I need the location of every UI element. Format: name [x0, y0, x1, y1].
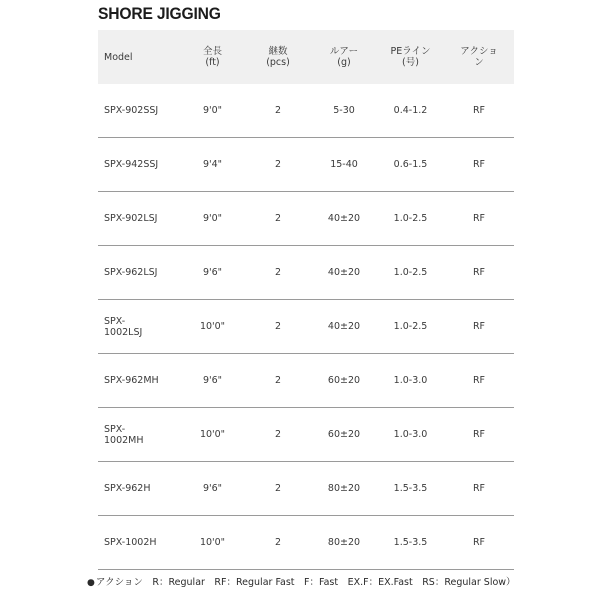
cell-length: 10'0"	[180, 300, 245, 354]
cell-action: RF	[444, 462, 514, 516]
cell-action: RF	[444, 192, 514, 246]
cell-pieces: 2	[245, 354, 311, 408]
cell-model: SPX-962H	[98, 462, 180, 516]
cell-length: 9'6"	[180, 462, 245, 516]
cell-length: 9'0"	[180, 192, 245, 246]
cell-pe-line: 1.5-3.5	[377, 516, 444, 570]
table-row	[98, 516, 514, 570]
cell-action: RF	[444, 516, 514, 570]
cell-pieces: 2	[245, 246, 311, 300]
cell-action: RF	[444, 84, 514, 138]
cell-pieces: 2	[245, 516, 311, 570]
action-legend-note	[87, 574, 516, 588]
cell-length: 10'0"	[180, 408, 245, 462]
cell-pe-line: 1.0-3.0	[377, 354, 444, 408]
cell-model: SPX-902SSJ	[98, 84, 180, 138]
cell-action: RF	[444, 138, 514, 192]
cell-length: 9'6"	[180, 246, 245, 300]
header-pe-line: PEライン (号)	[377, 30, 444, 84]
cell-lure-weight: 60±20	[311, 354, 377, 408]
cell-pieces: 2	[245, 84, 311, 138]
table-row	[98, 300, 514, 354]
table-row	[98, 138, 514, 192]
cell-model: SPX- 1002MH	[98, 408, 180, 462]
cell-pieces: 2	[245, 462, 311, 516]
header-model: Model	[98, 30, 180, 84]
cell-model: SPX-962LSJ	[98, 246, 180, 300]
spec-table	[98, 30, 514, 570]
page-title: SHORE JIGGING	[98, 4, 221, 23]
cell-model: SPX- 1002LSJ	[98, 300, 180, 354]
table-row	[98, 246, 514, 300]
cell-pe-line: 0.6-1.5	[377, 138, 444, 192]
cell-pe-line: 0.4-1.2	[377, 84, 444, 138]
cell-length: 9'4"	[180, 138, 245, 192]
cell-action: RF	[444, 246, 514, 300]
cell-lure-weight: 40±20	[311, 246, 377, 300]
cell-model: SPX-942SSJ	[98, 138, 180, 192]
table-row	[98, 462, 514, 516]
cell-model: SPX-962MH	[98, 354, 180, 408]
cell-lure-weight: 5-30	[311, 84, 377, 138]
table-header-row	[98, 30, 514, 84]
cell-lure-weight: 40±20	[311, 192, 377, 246]
cell-lure-weight: 40±20	[311, 300, 377, 354]
header-action: アクショ ン	[444, 30, 514, 84]
header-length: 全長 (ft)	[180, 30, 245, 84]
cell-pe-line: 1.5-3.5	[377, 462, 444, 516]
cell-action: RF	[444, 300, 514, 354]
cell-action: RF	[444, 408, 514, 462]
cell-pieces: 2	[245, 192, 311, 246]
table-row	[98, 354, 514, 408]
cell-pieces: 2	[245, 408, 311, 462]
table-row	[98, 408, 514, 462]
cell-pe-line: 1.0-2.5	[377, 192, 444, 246]
cell-action: RF	[444, 354, 514, 408]
cell-length: 10'0"	[180, 516, 245, 570]
table-row	[98, 192, 514, 246]
table-row	[98, 84, 514, 138]
cell-pieces: 2	[245, 300, 311, 354]
cell-length: 9'6"	[180, 354, 245, 408]
header-pieces: 継数 (pcs)	[245, 30, 311, 84]
cell-pieces: 2	[245, 138, 311, 192]
cell-lure-weight: 15-40	[311, 138, 377, 192]
cell-lure-weight: 80±20	[311, 462, 377, 516]
action-legend-text: アクション R：Regular RF：Regular Fast F：Fast EX.F：EX.Fast RS：Regular Slow）	[95, 577, 516, 588]
cell-lure-weight: 80±20	[311, 516, 377, 570]
cell-model: SPX-1002H	[98, 516, 180, 570]
cell-model: SPX-902LSJ	[98, 192, 180, 246]
cell-pe-line: 1.0-2.5	[377, 300, 444, 354]
header-lure-weight: ルアー (g)	[311, 30, 377, 84]
cell-length: 9'0"	[180, 84, 245, 138]
cell-pe-line: 1.0-3.0	[377, 408, 444, 462]
cell-lure-weight: 60±20	[311, 408, 377, 462]
bullet-icon: ●	[87, 578, 95, 588]
cell-pe-line: 1.0-2.5	[377, 246, 444, 300]
